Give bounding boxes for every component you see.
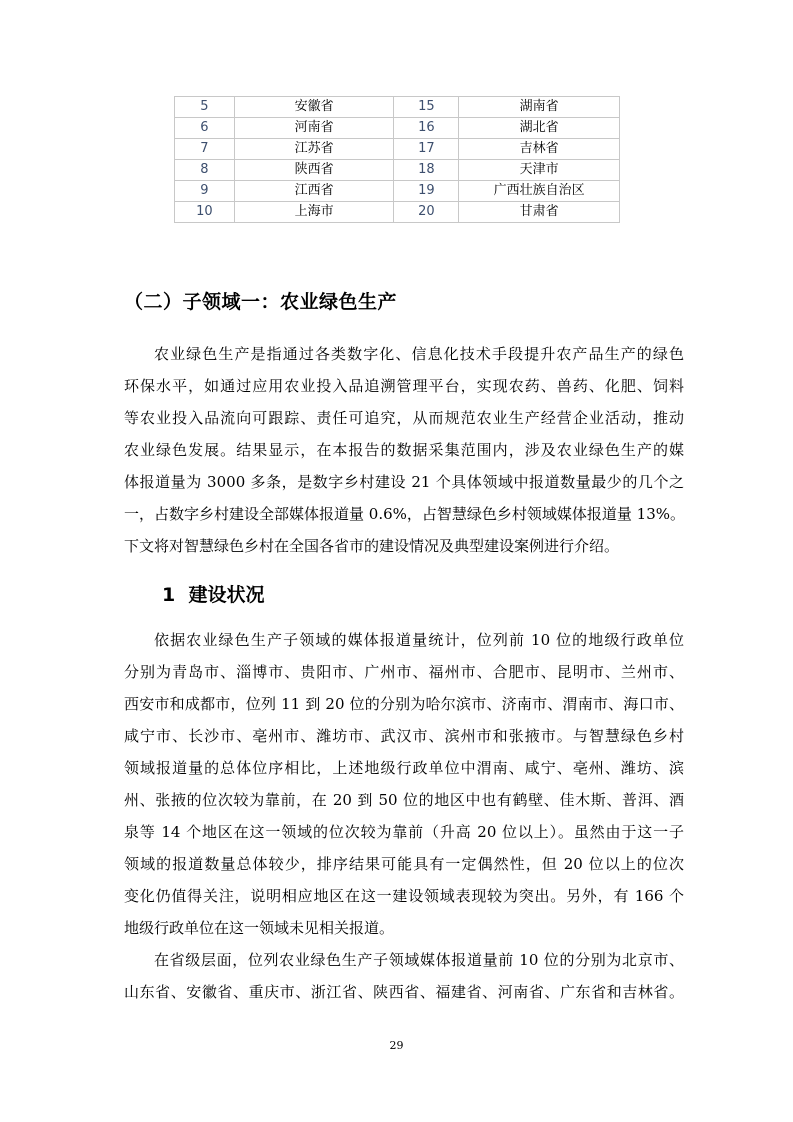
rank-cell: 10 bbox=[175, 202, 235, 223]
paragraph-line: 体报道量为 3000 多条，是数字乡村建设 21 个具体领域中报道数量最少的几个之 bbox=[124, 473, 684, 491]
paragraph-line: 变化仍值得关注，说明相应地区在这一建设领域表现较为突出。另外，有 166 个 bbox=[124, 887, 684, 905]
paragraph-line: 领域报道量的总体位序相比，上述地级行政单位中渭南、咸宁、亳州、潍坊、滨 bbox=[124, 759, 684, 777]
region-cell: 江西省 bbox=[234, 181, 394, 202]
region-cell: 天津市 bbox=[459, 160, 620, 181]
region-cell: 江苏省 bbox=[234, 139, 394, 160]
region-cell: 甘肃省 bbox=[459, 202, 620, 223]
paragraph-line: 州、张掖的位次较为靠前，在 20 到 50 位的地区中也有鹤壁、佳木斯、普洱、酒 bbox=[124, 791, 684, 809]
region-cell: 上海市 bbox=[234, 202, 394, 223]
table-row bbox=[175, 202, 620, 223]
paragraph-line: 环保水平，如通过应用农业投入品追溯管理平台，实现农药、兽药、化肥、饲料 bbox=[124, 377, 684, 395]
rank-cell: 9 bbox=[175, 181, 235, 202]
rank-cell: 7 bbox=[175, 139, 235, 160]
rank-cell: 16 bbox=[394, 118, 459, 139]
section-heading: （二）子领域一：农业绿色生产 bbox=[124, 291, 398, 313]
rank-cell: 20 bbox=[394, 202, 459, 223]
paragraph-line: 咸宁市、长沙市、亳州市、潍坊市、武汉市、滨州市和张掖市。与智慧绿色乡村 bbox=[124, 727, 684, 745]
region-cell: 河南省 bbox=[234, 118, 394, 139]
paragraph-line: 在省级层面，位列农业绿色生产子领域媒体报道量前 10 位的分别为北京市、 bbox=[154, 951, 684, 969]
paragraph-line: 等农业投入品流向可跟踪、责任可追究，从而规范农业生产经营企业活动，推动 bbox=[124, 409, 684, 427]
rank-cell: 17 bbox=[394, 139, 459, 160]
region-cell: 广西壮族自治区 bbox=[459, 181, 620, 202]
paragraph-line: 地级行政单位在这一领域未见相关报道。 bbox=[124, 919, 395, 937]
paragraph-provincial bbox=[124, 944, 684, 1008]
rank-cell: 18 bbox=[394, 160, 459, 181]
paragraph-line: 农业绿色生产是指通过各类数字化、信息化技术手段提升农产品生产的绿色 bbox=[154, 345, 684, 363]
ranking-table bbox=[174, 96, 620, 223]
rank-cell: 8 bbox=[175, 160, 235, 181]
paragraph-line: 一，占数字乡村建设全部媒体报道量 0.6%，占智慧绿色乡村领域媒体报道量 13%。 bbox=[124, 505, 685, 523]
rank-cell: 6 bbox=[175, 118, 235, 139]
rank-cell: 5 bbox=[175, 97, 235, 118]
paragraph-line: 依据农业绿色生产子领域的媒体报道量统计，位列前 10 位的地级行政单位 bbox=[154, 631, 684, 649]
paragraph-intro bbox=[124, 338, 684, 562]
table-row bbox=[175, 160, 620, 181]
paragraph-line: 领域的报道数量总体较少，排序结果可能具有一定偶然性，但 20 位以上的位次 bbox=[124, 855, 684, 873]
region-cell: 安徽省 bbox=[234, 97, 394, 118]
region-cell: 湖北省 bbox=[459, 118, 620, 139]
rank-cell: 15 bbox=[394, 97, 459, 118]
paragraph-line: 山东省、安徽省、重庆市、浙江省、陕西省、福建省、河南省、广东省和吉林省。 bbox=[124, 983, 684, 1001]
paragraph-line: 西安市和成都市，位列 11 到 20 位的分别为哈尔滨市、济南市、渭南市、海口市、 bbox=[124, 695, 684, 713]
region-cell: 陕西省 bbox=[234, 160, 394, 181]
rank-cell: 19 bbox=[394, 181, 459, 202]
page-number: 29 bbox=[389, 1039, 404, 1052]
paragraph-status bbox=[124, 624, 684, 944]
table-row bbox=[175, 181, 620, 202]
table-row bbox=[175, 139, 620, 160]
table-row bbox=[175, 118, 620, 139]
table-row bbox=[175, 97, 620, 118]
sub-heading: 1 建设状况 bbox=[162, 584, 265, 606]
paragraph-line: 分别为青岛市、淄博市、贵阳市、广州市、福州市、合肥市、昆明市、兰州市、 bbox=[124, 663, 684, 681]
region-cell: 湖南省 bbox=[459, 97, 620, 118]
paragraph-line: 泉等 14 个地区在这一领域的位次较为靠前（升高 20 位以上）。虽然由于这一子 bbox=[124, 823, 684, 841]
paragraph-line: 下文将对智慧绿色乡村在全国各省市的建设情况及典型建设案例进行介绍。 bbox=[124, 537, 620, 555]
paragraph-line: 农业绿色发展。结果显示，在本报告的数据采集范围内，涉及农业绿色生产的媒 bbox=[124, 441, 684, 459]
region-cell: 吉林省 bbox=[459, 139, 620, 160]
